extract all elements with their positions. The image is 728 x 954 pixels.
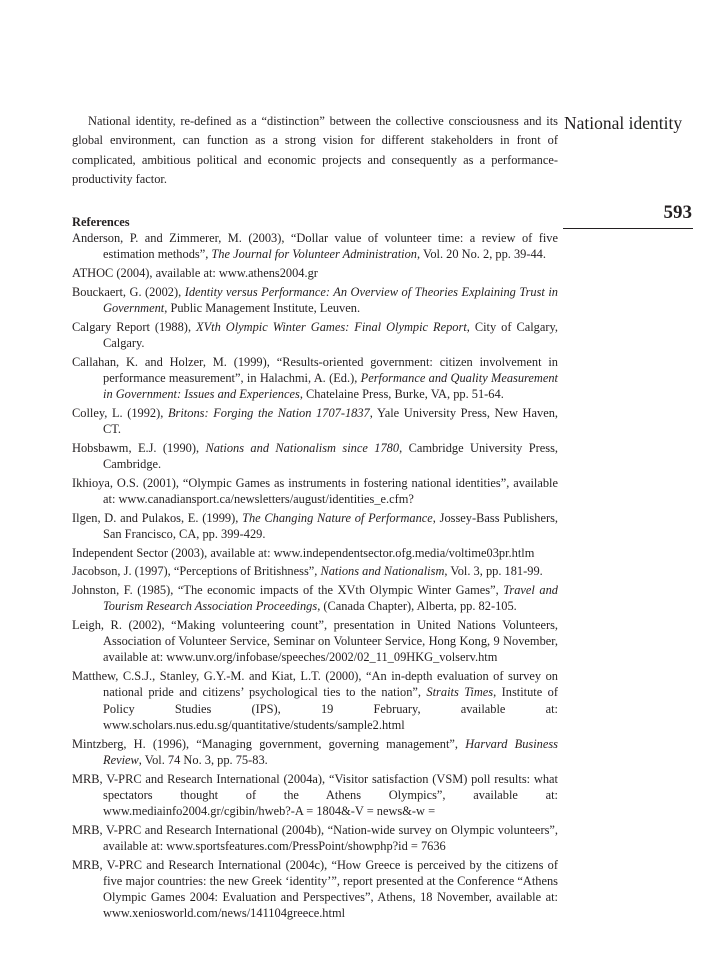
- reference-item: Colley, L. (1992), Britons: Forging the Nation 1707-1837, Yale University Press, New Haven, CT.: [72, 405, 558, 437]
- reference-item: Mintzberg, H. (1996), “Managing government, governing management”, Harvard Business Review, Vol. 74 No. 3, pp. 75-83.: [72, 736, 559, 767]
- intro-paragraph: National identity, re-defined as a “distinction” between the collective consciousness and its global environment, can function as a strong vision for different stakeholders in front of complicated, ambitious political and economic projects and consequently as a performance-productivity factor.: [72, 114, 558, 186]
- main-column: [72, 112, 558, 924]
- reference-item: Anderson, P. and Zimmerer, M. (2003), “Dollar value of volunteer time: a review of five estimation methods”, The Journal for Volunteer Administration, Vol. 20 No. 2, pp. 39-44.: [72, 231, 558, 262]
- reference-item: Callahan, K. and Holzer, M. (1999), “Results-oriented government: citizen involvement in performance measurement”, in Halachmi, A. (Ed.), Performance and Quality Measurement in Government: Issues and Experiences, Chatelaine Press, Burke, VA, pp. 51-64.: [72, 354, 558, 402]
- reference-item: Jacobson, J. (1997), “Perceptions of Britishness”, Nations and Nationalism, Vol. 3, pp. 181-99.: [72, 564, 543, 579]
- reference-item: Ilgen, D. and Pulakos, E. (1999), The Changing Nature of Performance, Jossey-Bass Publishers, San Francisco, CA, pp. 399-429.: [72, 510, 558, 541]
- running-title: National identity: [564, 113, 683, 133]
- reference-item: Calgary Report (1988), XVth Olympic Winter Games: Final Olympic Report, City of Calgary, Calgary.: [72, 319, 558, 350]
- reference-item: Leigh, R. (2002), “Making volunteering count”, presentation in United Nations Volunteers, Association of Volunteer Service, Seminar on Volunteer Service, Hong Kong, 9 November, available at: www.unv.org/infobase/speeches/2002/02_11_09HKG_volserv.htm: [72, 617, 558, 665]
- reference-list: [72, 230, 558, 921]
- reference-item: MRB, V-PRC and Research International (2004b), “Nation-wide survey on Olympic volunteers”, available at: www.sportsfeatures.com/PressPoint/showphp?id = 7636: [72, 822, 558, 853]
- reference-item: Independent Sector (2003), available at: www.independentsector.ofg.media/voltime03pr.htlm: [72, 545, 535, 560]
- reference-item: Johnston, F. (1985), “The economic impacts of the XVth Olympic Winter Games”, Travel and Tourism Research Association Proceedings, (Canada Chapter), Alberta, pp. 82-105.: [72, 583, 558, 614]
- reference-item: MRB, V-PRC and Research International (2004c), “How Greece is perceived by the citizens of five major countries: the new Greek ‘identity’”, report presented at the Conference “Athens Olympic Games 2004: Evaluation and Perspectives”, Athens, 18 November, available at: www.xeniosworld.com/news/141104greece.html: [72, 857, 558, 921]
- reference-item: Matthew, C.S.J., Stanley, G.Y.-M. and Kiat, L.T. (2000), “An in-depth evaluation of survey on national pride and citizens’ psychological ties to the nation”, Straits Times, Institute of Policy Studies (IPS), 19 February, available at: www.scholars.nus.edu.sg/quantitative/students/sample2.html: [72, 669, 558, 732]
- reference-item: ATHOC (2004), available at: www.athens2004.gr: [72, 266, 318, 281]
- reference-item: Ikhioya, O.S. (2001), “Olympic Games as instruments in fostering national identities”, available at: www.canadiansport.ca/newsletters/august/identities_e.cfm?: [72, 475, 558, 506]
- page-number: 593: [663, 202, 692, 223]
- page-number-rule: [563, 228, 693, 229]
- reference-item: Bouckaert, G. (2002), Identity versus Performance: An Overview of Theories Explaining Trust in Government, Public Management Institute, Leuven.: [72, 284, 558, 316]
- reference-item: Hobsbawm, E.J. (1990), Nations and Nationalism since 1780, Cambridge University Press, Cambridge.: [72, 440, 558, 472]
- reference-item: MRB, V-PRC and Research International (2004a), “Visitor satisfaction (VSM) poll results: what spectators thought of the Athens Olympics”, available at: www.mediainfo2004.gr/cgibin/hweb?-A = 1804&-V = news&-w =: [72, 771, 558, 818]
- references-heading: References: [72, 215, 130, 230]
